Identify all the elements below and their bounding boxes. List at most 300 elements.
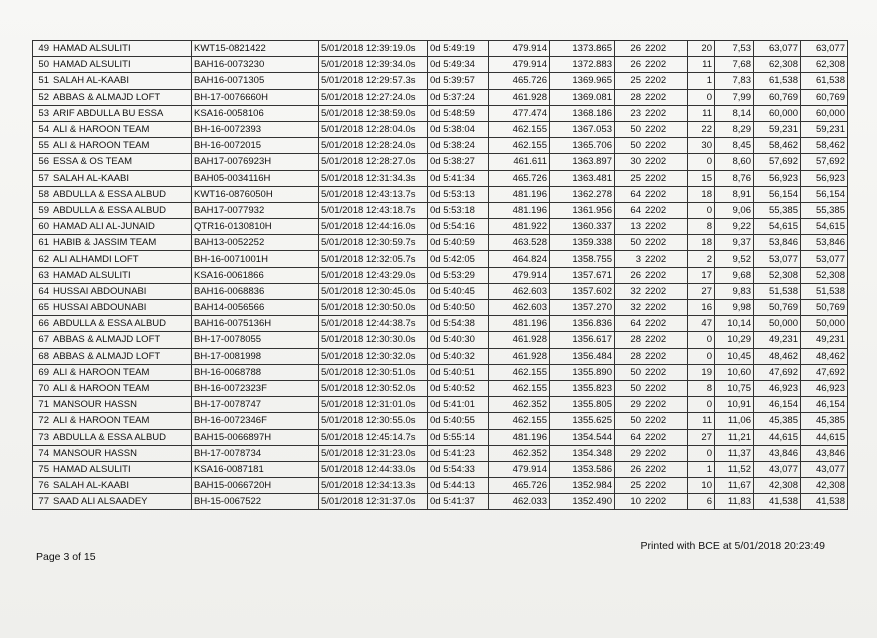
cell-distance: 461.928 [489, 348, 550, 364]
cell-ring-number: BAH15-0066897H [192, 429, 319, 445]
cell-percent: 8,29 [715, 121, 754, 137]
cell-bird-count: 64 [615, 316, 644, 332]
cell-ring-number: QTR16-0130810H [192, 219, 319, 235]
cell-position: 58 [33, 186, 52, 202]
cell-distance: 479.914 [489, 57, 550, 73]
cell-score-1: 41,538 [754, 494, 801, 510]
cell-club-code: 2202 [643, 364, 688, 380]
cell-bird-count: 25 [615, 170, 644, 186]
cell-fancier-name: ABDULLA & ESSA ALBUD [51, 202, 192, 218]
table-row [33, 219, 848, 235]
cell-position: 62 [33, 251, 52, 267]
cell-club-code: 2202 [643, 219, 688, 235]
cell-percent: 10,60 [715, 364, 754, 380]
cell-club-code: 2202 [643, 170, 688, 186]
cell-fancier-name: MANSOUR HASSN [51, 397, 192, 413]
cell-points: 27 [688, 429, 715, 445]
cell-bird-count: 26 [615, 41, 644, 57]
cell-percent: 11,21 [715, 429, 754, 445]
cell-speed: 1353.586 [550, 461, 615, 477]
cell-score-2: 55,385 [801, 202, 848, 218]
cell-flight-duration: 0d 5:41:23 [428, 445, 489, 461]
cell-arrival-time: 5/01/2018 12:45:14.7s [319, 429, 428, 445]
cell-speed: 1355.823 [550, 380, 615, 396]
cell-fancier-name: SALAH AL-KAABI [51, 170, 192, 186]
cell-fancier-name: HAMAD ALSULITI [51, 267, 192, 283]
cell-arrival-time: 5/01/2018 12:27:24.0s [319, 89, 428, 105]
cell-distance: 479.914 [489, 267, 550, 283]
cell-position: 75 [33, 461, 52, 477]
cell-bird-count: 29 [615, 445, 644, 461]
cell-ring-number: BH-16-0068788 [192, 364, 319, 380]
cell-score-2: 53,846 [801, 235, 848, 251]
table-row [33, 267, 848, 283]
cell-score-2: 60,000 [801, 105, 848, 121]
cell-score-2: 43,077 [801, 461, 848, 477]
cell-fancier-name: ALI & HAROON TEAM [51, 364, 192, 380]
cell-fancier-name: HAMAD ALSULITI [51, 41, 192, 57]
cell-speed: 1365.706 [550, 138, 615, 154]
cell-speed: 1362.278 [550, 186, 615, 202]
cell-percent: 8,45 [715, 138, 754, 154]
cell-club-code: 2202 [643, 397, 688, 413]
cell-score-2: 49,231 [801, 332, 848, 348]
cell-score-1: 50,769 [754, 300, 801, 316]
cell-speed: 1356.836 [550, 316, 615, 332]
cell-position: 54 [33, 121, 52, 137]
cell-score-2: 46,154 [801, 397, 848, 413]
cell-score-2: 41,538 [801, 494, 848, 510]
cell-bird-count: 26 [615, 57, 644, 73]
cell-distance: 462.155 [489, 121, 550, 137]
cell-speed: 1369.081 [550, 89, 615, 105]
cell-club-code: 2202 [643, 41, 688, 57]
cell-club-code: 2202 [643, 73, 688, 89]
cell-club-code: 2202 [643, 316, 688, 332]
cell-speed: 1352.490 [550, 494, 615, 510]
cell-arrival-time: 5/01/2018 12:39:19.0s [319, 41, 428, 57]
cell-score-1: 56,154 [754, 186, 801, 202]
cell-score-1: 50,000 [754, 316, 801, 332]
cell-distance: 481.196 [489, 186, 550, 202]
cell-flight-duration: 0d 5:49:34 [428, 57, 489, 73]
cell-score-1: 44,615 [754, 429, 801, 445]
cell-flight-duration: 0d 5:38:24 [428, 138, 489, 154]
cell-club-code: 2202 [643, 202, 688, 218]
cell-club-code: 2202 [643, 380, 688, 396]
cell-fancier-name: HAMAD ALSULITI [51, 57, 192, 73]
cell-flight-duration: 0d 5:55:14 [428, 429, 489, 445]
cell-score-2: 47,692 [801, 364, 848, 380]
cell-arrival-time: 5/01/2018 12:30:52.0s [319, 380, 428, 396]
cell-points: 0 [688, 154, 715, 170]
cell-position: 63 [33, 267, 52, 283]
cell-fancier-name: ALI & HAROON TEAM [51, 121, 192, 137]
cell-score-1: 48,462 [754, 348, 801, 364]
cell-club-code: 2202 [643, 186, 688, 202]
cell-arrival-time: 5/01/2018 12:39:34.0s [319, 57, 428, 73]
cell-points: 19 [688, 364, 715, 380]
cell-percent: 9,22 [715, 219, 754, 235]
cell-flight-duration: 0d 5:37:24 [428, 89, 489, 105]
race-results-table [32, 40, 848, 510]
cell-score-1: 49,231 [754, 332, 801, 348]
cell-arrival-time: 5/01/2018 12:34:13.3s [319, 478, 428, 494]
cell-fancier-name: HUSSAI ABDOUNABI [51, 300, 192, 316]
cell-score-2: 57,692 [801, 154, 848, 170]
cell-ring-number: KWT16-0876050H [192, 186, 319, 202]
cell-speed: 1369.965 [550, 73, 615, 89]
cell-score-2: 42,308 [801, 478, 848, 494]
cell-position: 65 [33, 300, 52, 316]
cell-bird-count: 26 [615, 461, 644, 477]
cell-score-2: 63,077 [801, 41, 848, 57]
cell-ring-number: BAH16-0071305 [192, 73, 319, 89]
cell-flight-duration: 0d 5:53:18 [428, 202, 489, 218]
cell-percent: 11,67 [715, 478, 754, 494]
cell-score-1: 51,538 [754, 283, 801, 299]
cell-percent: 8,14 [715, 105, 754, 121]
cell-points: 0 [688, 348, 715, 364]
cell-points: 47 [688, 316, 715, 332]
cell-score-1: 57,692 [754, 154, 801, 170]
cell-distance: 481.196 [489, 316, 550, 332]
cell-fancier-name: HAMAD ALI AL-JUNAID [51, 219, 192, 235]
cell-position: 77 [33, 494, 52, 510]
cell-ring-number: BH-17-0078734 [192, 445, 319, 461]
cell-ring-number: KSA16-0061866 [192, 267, 319, 283]
cell-club-code: 2202 [643, 235, 688, 251]
cell-ring-number: BAH05-0034116H [192, 170, 319, 186]
cell-flight-duration: 0d 5:40:51 [428, 364, 489, 380]
cell-ring-number: KSA16-0058106 [192, 105, 319, 121]
cell-ring-number: BH-15-0067522 [192, 494, 319, 510]
cell-distance: 462.155 [489, 380, 550, 396]
cell-position: 67 [33, 332, 52, 348]
cell-arrival-time: 5/01/2018 12:30:50.0s [319, 300, 428, 316]
cell-score-1: 53,077 [754, 251, 801, 267]
cell-fancier-name: HAMAD ALSULITI [51, 461, 192, 477]
cell-points: 11 [688, 105, 715, 121]
cell-club-code: 2202 [643, 478, 688, 494]
printed-stamp: Printed with BCE at 5/01/2018 20:23:49 [640, 540, 825, 552]
cell-percent: 11,37 [715, 445, 754, 461]
cell-percent: 10,29 [715, 332, 754, 348]
cell-percent: 8,60 [715, 154, 754, 170]
cell-speed: 1368.186 [550, 105, 615, 121]
cell-distance: 462.155 [489, 413, 550, 429]
cell-position: 53 [33, 105, 52, 121]
cell-score-2: 61,538 [801, 73, 848, 89]
table-row [33, 332, 848, 348]
cell-flight-duration: 0d 5:53:13 [428, 186, 489, 202]
cell-ring-number: BH-16-0072015 [192, 138, 319, 154]
cell-position: 57 [33, 170, 52, 186]
cell-points: 30 [688, 138, 715, 154]
cell-percent: 9,37 [715, 235, 754, 251]
cell-position: 76 [33, 478, 52, 494]
cell-percent: 8,76 [715, 170, 754, 186]
cell-flight-duration: 0d 5:40:50 [428, 300, 489, 316]
table-row [33, 138, 848, 154]
cell-speed: 1358.755 [550, 251, 615, 267]
cell-club-code: 2202 [643, 445, 688, 461]
cell-score-2: 56,154 [801, 186, 848, 202]
cell-distance: 462.155 [489, 138, 550, 154]
cell-club-code: 2202 [643, 57, 688, 73]
cell-bird-count: 28 [615, 348, 644, 364]
cell-points: 16 [688, 300, 715, 316]
cell-speed: 1355.890 [550, 364, 615, 380]
cell-position: 56 [33, 154, 52, 170]
cell-distance: 461.611 [489, 154, 550, 170]
cell-flight-duration: 0d 5:54:33 [428, 461, 489, 477]
cell-speed: 1352.984 [550, 478, 615, 494]
cell-fancier-name: SALAH AL-KAABI [51, 478, 192, 494]
cell-ring-number: BAH16-0075136H [192, 316, 319, 332]
cell-ring-number: BAH15-0066720H [192, 478, 319, 494]
cell-ring-number: BAH16-0068836 [192, 283, 319, 299]
cell-percent: 9,06 [715, 202, 754, 218]
cell-points: 15 [688, 170, 715, 186]
cell-fancier-name: HUSSAI ABDOUNABI [51, 283, 192, 299]
cell-position: 50 [33, 57, 52, 73]
cell-speed: 1357.602 [550, 283, 615, 299]
cell-score-2: 51,538 [801, 283, 848, 299]
cell-speed: 1356.617 [550, 332, 615, 348]
cell-points: 11 [688, 413, 715, 429]
cell-fancier-name: ABDULLA & ESSA ALBUD [51, 186, 192, 202]
cell-score-1: 55,385 [754, 202, 801, 218]
table-row [33, 121, 848, 137]
cell-percent: 10,75 [715, 380, 754, 396]
cell-arrival-time: 5/01/2018 12:30:59.7s [319, 235, 428, 251]
cell-score-2: 52,308 [801, 267, 848, 283]
cell-distance: 461.928 [489, 89, 550, 105]
cell-bird-count: 28 [615, 332, 644, 348]
cell-distance: 479.914 [489, 461, 550, 477]
cell-bird-count: 64 [615, 429, 644, 445]
cell-speed: 1354.348 [550, 445, 615, 461]
cell-arrival-time: 5/01/2018 12:43:18.7s [319, 202, 428, 218]
cell-percent: 7,99 [715, 89, 754, 105]
cell-score-1: 45,385 [754, 413, 801, 429]
cell-score-1: 42,308 [754, 478, 801, 494]
cell-percent: 10,45 [715, 348, 754, 364]
cell-points: 8 [688, 380, 715, 396]
cell-speed: 1355.805 [550, 397, 615, 413]
cell-ring-number: BAH14-0056566 [192, 300, 319, 316]
cell-points: 10 [688, 478, 715, 494]
cell-position: 72 [33, 413, 52, 429]
cell-ring-number: KWT15-0821422 [192, 41, 319, 57]
cell-distance: 481.922 [489, 219, 550, 235]
cell-points: 1 [688, 73, 715, 89]
cell-speed: 1363.481 [550, 170, 615, 186]
cell-position: 52 [33, 89, 52, 105]
table-row [33, 429, 848, 445]
table-row [33, 348, 848, 364]
cell-arrival-time: 5/01/2018 12:28:27.0s [319, 154, 428, 170]
table-row [33, 445, 848, 461]
cell-bird-count: 26 [615, 267, 644, 283]
cell-position: 74 [33, 445, 52, 461]
cell-arrival-time: 5/01/2018 12:32:05.7s [319, 251, 428, 267]
table-row [33, 170, 848, 186]
cell-arrival-time: 5/01/2018 12:44:33.0s [319, 461, 428, 477]
table-row [33, 105, 848, 121]
cell-ring-number: BH-16-0072323F [192, 380, 319, 396]
cell-percent: 7,68 [715, 57, 754, 73]
cell-fancier-name: ARIF ABDULLA BU ESSA [51, 105, 192, 121]
cell-fancier-name: ALI & HAROON TEAM [51, 413, 192, 429]
cell-club-code: 2202 [643, 267, 688, 283]
cell-points: 11 [688, 57, 715, 73]
cell-bird-count: 50 [615, 235, 644, 251]
cell-position: 55 [33, 138, 52, 154]
cell-flight-duration: 0d 5:40:52 [428, 380, 489, 396]
cell-ring-number: BH-17-0078747 [192, 397, 319, 413]
cell-score-2: 43,846 [801, 445, 848, 461]
cell-position: 61 [33, 235, 52, 251]
cell-position: 64 [33, 283, 52, 299]
cell-score-2: 59,231 [801, 121, 848, 137]
table-row [33, 41, 848, 57]
cell-flight-duration: 0d 5:38:27 [428, 154, 489, 170]
cell-distance: 464.824 [489, 251, 550, 267]
cell-score-1: 43,846 [754, 445, 801, 461]
cell-score-1: 63,077 [754, 41, 801, 57]
table-row [33, 413, 848, 429]
cell-bird-count: 50 [615, 380, 644, 396]
cell-distance: 481.196 [489, 429, 550, 445]
cell-arrival-time: 5/01/2018 12:43:29.0s [319, 267, 428, 283]
cell-bird-count: 50 [615, 121, 644, 137]
cell-club-code: 2202 [643, 138, 688, 154]
cell-arrival-time: 5/01/2018 12:28:24.0s [319, 138, 428, 154]
cell-score-1: 46,923 [754, 380, 801, 396]
cell-flight-duration: 0d 5:40:32 [428, 348, 489, 364]
cell-arrival-time: 5/01/2018 12:30:55.0s [319, 413, 428, 429]
cell-arrival-time: 5/01/2018 12:30:30.0s [319, 332, 428, 348]
cell-bird-count: 50 [615, 413, 644, 429]
table-row [33, 397, 848, 413]
cell-score-1: 43,077 [754, 461, 801, 477]
cell-position: 59 [33, 202, 52, 218]
cell-score-2: 58,462 [801, 138, 848, 154]
cell-arrival-time: 5/01/2018 12:38:59.0s [319, 105, 428, 121]
table-row [33, 494, 848, 510]
cell-score-2: 56,923 [801, 170, 848, 186]
cell-ring-number: BH-16-0072346F [192, 413, 319, 429]
cell-distance: 465.726 [489, 170, 550, 186]
cell-score-1: 54,615 [754, 219, 801, 235]
cell-distance: 462.155 [489, 364, 550, 380]
cell-score-2: 50,000 [801, 316, 848, 332]
cell-speed: 1372.883 [550, 57, 615, 73]
cell-percent: 10,14 [715, 316, 754, 332]
table-row [33, 57, 848, 73]
cell-bird-count: 13 [615, 219, 644, 235]
cell-speed: 1373.865 [550, 41, 615, 57]
cell-distance: 481.196 [489, 202, 550, 218]
table-row [33, 364, 848, 380]
cell-score-1: 61,538 [754, 73, 801, 89]
table-row [33, 89, 848, 105]
table-row [33, 186, 848, 202]
cell-flight-duration: 0d 5:38:04 [428, 121, 489, 137]
cell-fancier-name: SALAH AL-KAABI [51, 73, 192, 89]
cell-flight-duration: 0d 5:41:34 [428, 170, 489, 186]
cell-arrival-time: 5/01/2018 12:31:37.0s [319, 494, 428, 510]
table-row [33, 251, 848, 267]
cell-speed: 1354.544 [550, 429, 615, 445]
cell-flight-duration: 0d 5:41:37 [428, 494, 489, 510]
cell-bird-count: 29 [615, 397, 644, 413]
cell-speed: 1357.671 [550, 267, 615, 283]
cell-score-2: 46,923 [801, 380, 848, 396]
cell-flight-duration: 0d 5:44:13 [428, 478, 489, 494]
cell-fancier-name: ALI ALHAMDI LOFT [51, 251, 192, 267]
cell-position: 73 [33, 429, 52, 445]
cell-points: 6 [688, 494, 715, 510]
cell-fancier-name: ALI & HAROON TEAM [51, 380, 192, 396]
cell-flight-duration: 0d 5:40:30 [428, 332, 489, 348]
cell-percent: 8,91 [715, 186, 754, 202]
cell-points: 2 [688, 251, 715, 267]
cell-position: 68 [33, 348, 52, 364]
cell-score-1: 58,462 [754, 138, 801, 154]
cell-arrival-time: 5/01/2018 12:29:57.3s [319, 73, 428, 89]
table-row [33, 461, 848, 477]
cell-club-code: 2202 [643, 283, 688, 299]
cell-position: 71 [33, 397, 52, 413]
cell-points: 0 [688, 397, 715, 413]
cell-percent: 9,83 [715, 283, 754, 299]
cell-club-code: 2202 [643, 89, 688, 105]
cell-bird-count: 23 [615, 105, 644, 121]
cell-fancier-name: HABIB & JASSIM TEAM [51, 235, 192, 251]
cell-score-1: 47,692 [754, 364, 801, 380]
cell-score-2: 53,077 [801, 251, 848, 267]
cell-club-code: 2202 [643, 461, 688, 477]
cell-flight-duration: 0d 5:53:29 [428, 267, 489, 283]
cell-fancier-name: ALI & HAROON TEAM [51, 138, 192, 154]
cell-flight-duration: 0d 5:54:38 [428, 316, 489, 332]
cell-club-code: 2202 [643, 251, 688, 267]
cell-points: 0 [688, 332, 715, 348]
cell-distance: 462.352 [489, 445, 550, 461]
cell-ring-number: BAH13-0052252 [192, 235, 319, 251]
cell-position: 60 [33, 219, 52, 235]
cell-score-2: 62,308 [801, 57, 848, 73]
cell-distance: 462.033 [489, 494, 550, 510]
cell-distance: 479.914 [489, 41, 550, 57]
results-table-body [33, 41, 848, 510]
cell-speed: 1355.625 [550, 413, 615, 429]
cell-points: 0 [688, 89, 715, 105]
cell-arrival-time: 5/01/2018 12:44:16.0s [319, 219, 428, 235]
cell-position: 70 [33, 380, 52, 396]
cell-score-2: 48,462 [801, 348, 848, 364]
cell-flight-duration: 0d 5:40:45 [428, 283, 489, 299]
cell-score-1: 62,308 [754, 57, 801, 73]
cell-position: 69 [33, 364, 52, 380]
table-row [33, 300, 848, 316]
table-row [33, 316, 848, 332]
cell-arrival-time: 5/01/2018 12:44:38.7s [319, 316, 428, 332]
cell-club-code: 2202 [643, 105, 688, 121]
